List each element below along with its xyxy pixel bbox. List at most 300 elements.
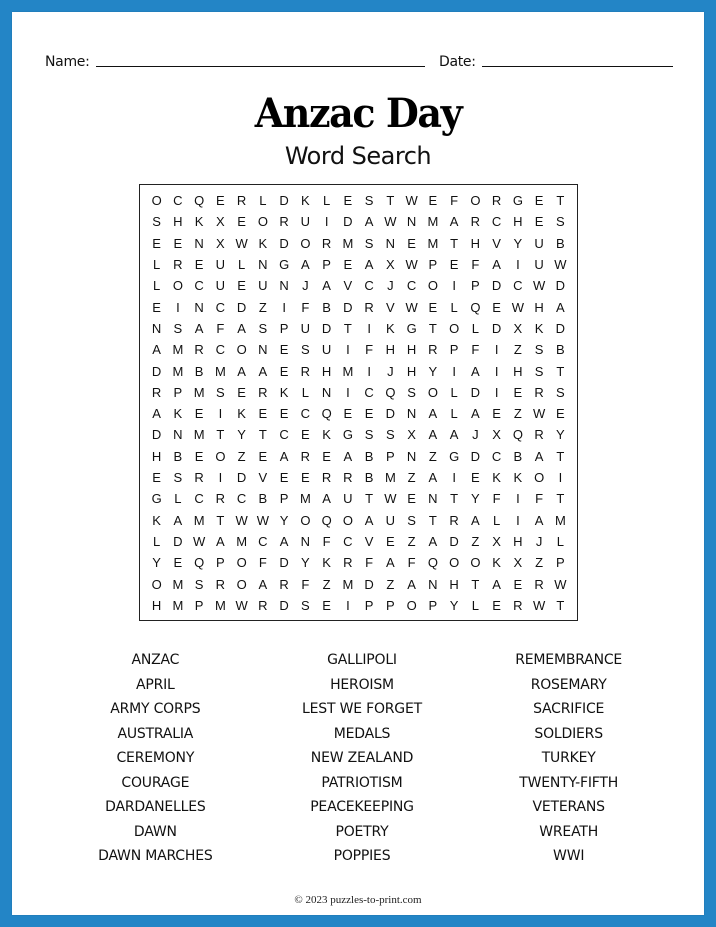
grid-cell[interactable]: G [342,427,353,443]
grid-cell[interactable]: S [407,512,416,528]
grid-cell[interactable]: W [405,257,418,273]
grid-cell[interactable]: O [300,512,311,528]
grid-cell[interactable]: M [214,363,226,379]
grid-cell[interactable]: A [407,576,416,592]
grid-cell[interactable]: U [258,278,268,294]
grid-cell[interactable]: O [236,342,247,358]
grid-cell[interactable]: M [193,427,205,443]
grid-cell[interactable]: E [513,384,523,400]
grid-cell[interactable]: U [215,257,226,273]
grid-cell[interactable]: A [152,406,161,422]
grid-cell[interactable]: T [556,363,565,379]
grid-cell[interactable]: I [282,299,286,315]
grid-cell[interactable]: A [534,448,544,464]
grid-cell[interactable]: Z [428,448,437,464]
grid-cell[interactable]: I [346,597,350,613]
grid-cell[interactable]: Q [194,555,205,571]
grid-cell[interactable]: L [153,278,161,294]
grid-cell[interactable]: N [194,299,204,315]
grid-cell[interactable]: E [556,406,565,422]
grid-cell[interactable]: K [534,320,544,336]
grid-cell[interactable]: R [194,342,204,358]
grid-cell[interactable]: F [322,533,331,549]
grid-cell[interactable]: A [216,533,225,549]
grid-cell[interactable]: K [301,193,310,209]
grid-cell[interactable]: N [321,384,332,400]
grid-cell[interactable]: O [427,384,438,400]
grid-cell[interactable]: E [534,214,544,230]
grid-cell[interactable]: K [194,214,204,230]
grid-cell[interactable]: K [258,235,268,251]
grid-cell[interactable]: R [258,597,268,613]
grid-cell[interactable]: U [534,235,544,251]
grid-cell[interactable]: M [172,363,184,379]
grid-cell[interactable]: M [342,363,354,379]
grid-cell[interactable]: V [364,533,374,549]
grid-cell[interactable]: C [215,299,226,315]
name-field-line[interactable] [96,53,425,67]
grid-cell[interactable]: S [556,384,565,400]
grid-cell[interactable]: P [194,597,204,613]
grid-cell[interactable]: R [215,491,226,507]
grid-cell[interactable]: E [428,299,438,315]
grid-cell[interactable]: N [151,320,162,336]
grid-cell[interactable]: Z [535,555,544,571]
grid-cell[interactable]: E [492,299,501,315]
grid-cell[interactable]: T [216,427,225,443]
grid-cell[interactable]: I [218,470,223,486]
grid-cell[interactable]: U [215,278,226,294]
grid-cell[interactable]: E [194,448,204,464]
grid-cell[interactable]: B [258,491,268,507]
grid-cell[interactable]: B [513,448,523,464]
grid-cell[interactable]: M [299,491,311,507]
grid-cell[interactable]: A [279,448,289,464]
grid-cell[interactable]: I [494,363,499,379]
grid-cell[interactable]: B [364,448,374,464]
grid-cell[interactable]: E [194,406,204,422]
grid-cell[interactable]: W [532,597,546,613]
grid-cell[interactable]: S [216,384,225,400]
grid-cell[interactable]: W [532,278,546,294]
grid-cell[interactable]: S [556,214,565,230]
grid-cell[interactable]: D [151,363,162,379]
grid-cell[interactable]: I [346,384,350,400]
grid-cell[interactable]: B [364,470,374,486]
grid-cell[interactable]: Z [407,470,416,486]
grid-cell[interactable]: E [407,235,416,251]
grid-cell[interactable]: Y [449,597,459,613]
grid-cell[interactable]: D [279,193,289,209]
grid-cell[interactable]: A [428,406,438,422]
grid-cell[interactable]: E [492,597,501,613]
grid-cell[interactable]: E [513,576,523,592]
grid-cell[interactable]: Y [428,363,438,379]
grid-cell[interactable]: E [301,427,310,443]
grid-cell[interactable]: W [532,406,546,422]
grid-cell[interactable]: T [471,576,480,592]
grid-cell[interactable]: A [428,533,438,549]
grid-cell[interactable]: R [321,235,332,251]
grid-cell[interactable]: I [516,491,520,507]
grid-cell[interactable]: T [556,193,565,209]
grid-cell[interactable]: T [216,512,225,528]
grid-cell[interactable]: W [554,576,567,592]
grid-cell[interactable]: A [173,512,183,528]
grid-cell[interactable]: I [324,214,329,230]
grid-cell[interactable]: I [367,363,371,379]
grid-cell[interactable]: P [279,320,289,336]
grid-cell[interactable]: R [491,193,502,209]
grid-cell[interactable]: A [194,320,204,336]
grid-cell[interactable]: S [386,427,395,443]
grid-cell[interactable]: S [173,470,183,486]
grid-cell[interactable]: A [364,257,374,273]
grid-cell[interactable]: F [471,257,480,273]
grid-cell[interactable]: S [534,342,544,358]
grid-cell[interactable]: I [176,299,180,315]
grid-cell[interactable]: J [472,427,479,443]
grid-cell[interactable]: S [258,320,268,336]
grid-cell[interactable]: D [385,406,396,422]
grid-cell[interactable]: Y [471,491,480,507]
grid-cell[interactable]: C [513,278,523,294]
grid-cell[interactable]: D [491,320,502,336]
grid-cell[interactable]: R [534,427,544,443]
grid-cell[interactable]: E [322,597,331,613]
grid-cell[interactable]: E [258,448,268,464]
grid-cell[interactable]: S [364,235,374,251]
grid-cell[interactable]: O [534,470,545,486]
grid-cell[interactable]: V [386,299,395,315]
date-field-line[interactable] [482,53,673,67]
grid-cell[interactable]: W [192,533,206,549]
grid-cell[interactable]: K [513,470,523,486]
grid-cell[interactable]: O [151,193,162,209]
grid-cell[interactable]: M [427,214,439,230]
grid-cell[interactable]: N [300,533,311,549]
grid-cell[interactable]: C [279,427,289,443]
grid-cell[interactable]: K [152,512,161,528]
grid-cell[interactable]: T [365,491,374,507]
grid-cell[interactable]: O [427,278,438,294]
grid-cell[interactable]: L [556,533,564,549]
grid-cell[interactable]: Q [321,406,332,422]
grid-cell[interactable]: O [215,448,226,464]
grid-cell[interactable]: I [346,342,350,358]
grid-cell[interactable]: E [343,257,353,273]
grid-cell[interactable]: Q [427,555,438,571]
grid-cell[interactable]: R [194,470,204,486]
grid-cell[interactable]: A [343,448,353,464]
grid-cell[interactable]: W [405,193,418,209]
grid-cell[interactable]: K [279,384,289,400]
grid-cell[interactable]: I [558,470,563,486]
grid-cell[interactable]: Q [385,384,396,400]
grid-cell[interactable]: M [342,576,354,592]
grid-cell[interactable]: C [364,278,374,294]
grid-cell[interactable]: N [279,278,289,294]
grid-cell[interactable]: W [235,512,248,528]
grid-cell[interactable]: R [534,384,544,400]
grid-cell[interactable]: E [492,406,501,422]
grid-cell[interactable]: P [364,597,374,613]
grid-cell[interactable]: E [364,406,374,422]
grid-cell[interactable]: R [236,193,247,209]
grid-cell[interactable]: C [194,491,204,507]
grid-cell[interactable]: Y [513,235,523,251]
grid-cell[interactable]: W [511,299,525,315]
grid-cell[interactable]: A [258,363,268,379]
grid-cell[interactable]: Z [471,533,480,549]
grid-cell[interactable]: F [535,491,544,507]
grid-cell[interactable]: L [174,491,182,507]
grid-cell[interactable]: F [365,342,374,358]
grid-cell[interactable]: G [151,491,162,507]
grid-cell[interactable]: D [491,278,502,294]
grid-cell[interactable]: K [386,320,395,336]
grid-cell[interactable]: H [470,235,481,251]
grid-cell[interactable]: Z [322,576,331,592]
grid-cell[interactable]: E [152,470,161,486]
grid-cell[interactable]: U [300,320,311,336]
grid-cell[interactable]: K [237,406,246,422]
grid-cell[interactable]: D [279,597,289,613]
grid-cell[interactable]: J [387,363,394,379]
grid-cell[interactable]: D [343,214,353,230]
grid-cell[interactable]: E [279,342,289,358]
grid-cell[interactable]: W [405,299,418,315]
grid-cell[interactable]: D [470,448,481,464]
grid-cell[interactable]: C [491,448,502,464]
grid-cell[interactable]: O [236,555,247,571]
grid-cell[interactable]: J [302,278,309,294]
grid-cell[interactable]: K [322,427,331,443]
grid-cell[interactable]: Z [513,342,522,358]
grid-cell[interactable]: P [386,448,395,464]
grid-cell[interactable]: Z [513,406,522,422]
grid-cell[interactable]: X [513,555,523,571]
grid-cell[interactable]: U [300,214,311,230]
grid-cell[interactable]: S [301,597,310,613]
grid-cell[interactable]: D [555,320,566,336]
grid-cell[interactable]: R [300,448,311,464]
grid-cell[interactable]: Q [321,512,332,528]
grid-cell[interactable]: Y [237,427,246,443]
grid-cell[interactable]: P [386,597,395,613]
grid-cell[interactable]: A [471,512,480,528]
grid-cell[interactable]: C [364,384,374,400]
grid-cell[interactable]: W [235,597,248,613]
grid-cell[interactable]: T [556,491,565,507]
grid-cell[interactable]: E [152,299,161,315]
grid-cell[interactable]: M [172,576,184,592]
grid-cell[interactable]: V [258,470,268,486]
grid-cell[interactable]: E [343,406,353,422]
grid-cell[interactable]: Y [152,555,161,571]
grid-cell[interactable]: T [450,491,459,507]
grid-cell[interactable]: N [194,235,204,251]
grid-cell[interactable]: P [216,555,225,571]
grid-cell[interactable]: L [238,257,246,273]
grid-cell[interactable]: E [237,278,246,294]
grid-cell[interactable]: B [322,299,331,315]
grid-cell[interactable]: N [258,342,268,358]
grid-cell[interactable]: A [364,214,374,230]
grid-cell[interactable]: A [449,214,459,230]
grid-cell[interactable]: W [554,257,567,273]
grid-cell[interactable]: T [428,512,437,528]
grid-cell[interactable]: M [427,235,439,251]
grid-cell[interactable]: C [258,533,268,549]
grid-cell[interactable]: C [215,342,226,358]
grid-cell[interactable]: H [173,214,183,230]
grid-cell[interactable]: T [556,597,565,613]
grid-cell[interactable]: F [407,555,416,571]
grid-cell[interactable]: R [173,257,183,273]
grid-cell[interactable]: N [428,491,438,507]
grid-cell[interactable]: A [364,512,374,528]
grid-cell[interactable]: M [172,342,184,358]
grid-cell[interactable]: C [236,491,247,507]
grid-cell[interactable]: D [470,384,481,400]
grid-cell[interactable]: T [343,320,352,336]
grid-cell[interactable]: U [534,257,544,273]
grid-cell[interactable]: R [215,576,226,592]
grid-cell[interactable]: L [450,299,458,315]
grid-cell[interactable]: O [406,597,417,613]
grid-cell[interactable]: L [450,384,458,400]
grid-cell[interactable]: T [450,235,459,251]
grid-cell[interactable]: E [279,470,289,486]
grid-cell[interactable]: K [173,406,183,422]
grid-cell[interactable]: L [323,193,331,209]
grid-cell[interactable]: F [301,576,310,592]
grid-cell[interactable]: R [428,342,438,358]
grid-cell[interactable]: F [365,555,374,571]
grid-cell[interactable]: Y [556,427,565,443]
grid-cell[interactable]: E [279,363,289,379]
grid-cell[interactable]: D [151,427,162,443]
grid-cell[interactable]: H [406,363,417,379]
grid-cell[interactable]: L [153,533,161,549]
grid-cell[interactable]: E [386,533,395,549]
grid-cell[interactable]: R [151,384,162,400]
grid-cell[interactable]: O [449,320,460,336]
grid-cell[interactable]: X [386,257,395,273]
grid-cell[interactable]: M [214,597,226,613]
grid-cell[interactable]: M [193,384,205,400]
grid-cell[interactable]: O [236,576,247,592]
grid-cell[interactable]: D [279,235,289,251]
grid-cell[interactable]: E [173,555,183,571]
grid-cell[interactable]: G [449,448,460,464]
grid-cell[interactable]: S [301,342,310,358]
grid-cell[interactable]: I [516,257,520,273]
grid-cell[interactable]: V [343,278,353,294]
grid-cell[interactable]: P [428,597,438,613]
grid-cell[interactable]: I [452,470,456,486]
grid-cell[interactable]: A [237,320,246,336]
grid-cell[interactable]: A [237,363,246,379]
grid-cell[interactable]: H [406,342,417,358]
grid-cell[interactable]: L [153,257,161,273]
grid-cell[interactable]: H [449,576,459,592]
grid-cell[interactable]: H [513,363,523,379]
grid-cell[interactable]: L [301,384,309,400]
grid-cell[interactable]: M [384,470,396,486]
grid-cell[interactable]: F [492,491,501,507]
grid-cell[interactable]: C [343,533,353,549]
grid-cell[interactable]: P [556,555,565,571]
grid-cell[interactable]: H [151,597,162,613]
grid-cell[interactable]: W [235,235,248,251]
grid-cell[interactable]: R [449,512,459,528]
grid-cell[interactable]: A [534,512,544,528]
grid-cell[interactable]: F [301,299,310,315]
grid-cell[interactable]: I [494,384,499,400]
grid-cell[interactable]: M [172,597,184,613]
grid-cell[interactable]: I [494,342,499,358]
grid-cell[interactable]: W [384,214,397,230]
grid-cell[interactable]: I [367,320,371,336]
grid-cell[interactable]: A [492,576,501,592]
grid-cell[interactable]: D [279,555,289,571]
grid-cell[interactable]: W [256,512,270,528]
grid-cell[interactable]: P [428,257,438,273]
grid-cell[interactable]: Y [301,555,310,571]
grid-cell[interactable]: N [385,235,396,251]
grid-cell[interactable]: E [322,448,331,464]
grid-cell[interactable]: T [386,193,395,209]
grid-cell[interactable]: Z [237,448,246,464]
grid-cell[interactable]: E [534,193,544,209]
grid-cell[interactable]: E [237,384,246,400]
grid-cell[interactable]: O [342,512,353,528]
grid-cell[interactable]: Z [258,299,267,315]
grid-cell[interactable]: D [449,533,459,549]
grid-cell[interactable]: H [151,448,162,464]
grid-cell[interactable]: O [470,193,481,209]
grid-cell[interactable]: O [151,576,162,592]
grid-cell[interactable]: A [322,278,331,294]
grid-cell[interactable]: J [535,533,543,549]
grid-cell[interactable]: H [513,533,523,549]
grid-cell[interactable]: R [300,363,311,379]
grid-cell[interactable]: A [301,257,310,273]
grid-cell[interactable]: S [173,320,183,336]
grid-cell[interactable]: S [364,193,374,209]
grid-cell[interactable]: E [237,214,246,230]
grid-cell[interactable]: O [172,278,183,294]
grid-cell[interactable]: X [492,427,501,443]
grid-cell[interactable]: L [450,406,458,422]
grid-cell[interactable]: D [364,576,374,592]
grid-cell[interactable]: N [406,448,417,464]
grid-cell[interactable]: M [554,512,566,528]
grid-cell[interactable]: T [556,448,565,464]
grid-cell[interactable]: Q [470,299,481,315]
grid-cell[interactable]: A [428,470,438,486]
grid-cell[interactable]: D [236,470,247,486]
grid-cell[interactable]: T [258,427,267,443]
grid-cell[interactable]: Q [512,427,523,443]
grid-cell[interactable]: A [556,299,565,315]
grid-cell[interactable]: R [470,214,481,230]
grid-cell[interactable]: L [471,597,479,613]
grid-cell[interactable]: S [194,576,204,592]
grid-cell[interactable]: B [556,235,565,251]
